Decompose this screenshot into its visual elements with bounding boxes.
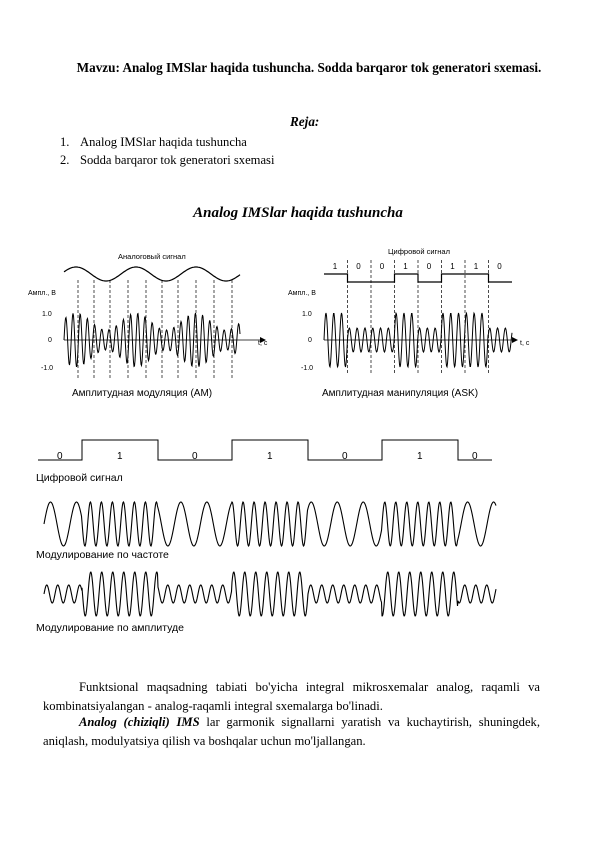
plan-item-text: Analog IMSlar haqida tushuncha (80, 135, 247, 149)
am-signal-label: Аналоговый сигнал (118, 252, 186, 261)
document-title: Mavzu: Analog IMSlar haqida tushuncha. Sodda barqaror tok generatori sxemasi. (76, 60, 542, 75)
ask-axis-arrow-icon (512, 337, 518, 343)
fm-amplitude-label: Модулирование по амплитуде (36, 622, 184, 634)
ask-signal-label: Цифровой сигнал (388, 247, 450, 256)
am-figure (28, 244, 288, 404)
ask-caption: Амплитудная манипуляция (ASK) (322, 388, 479, 399)
fm-bit-label: 0 (342, 451, 348, 462)
ask-bit-labels (333, 262, 503, 271)
plan-item (60, 151, 274, 169)
paragraph-2 (43, 713, 540, 750)
ask-bit-label: 0 (356, 262, 361, 271)
am-envelope-curve (64, 267, 240, 281)
fm-bit-label: 0 (192, 451, 198, 462)
fm-bit-label: 0 (57, 451, 63, 462)
fsk-figure (30, 434, 510, 640)
paragraph-1: Funktsional maqsadning tabiati bo'yicha integral mikrosxemalar analog, raqamli va kombinatsiyalangan - analog-raqamli integral sxemalarga bo'linadi. (43, 680, 540, 713)
plan-item-text: Sodda barqaror tok generatori sxemasi (80, 153, 275, 167)
am-tick-label: 1.0 (42, 311, 52, 318)
plan-list (60, 133, 274, 169)
am-caption: Амплитудная модуляция (AM) (72, 388, 213, 399)
paragraph-2-text: lar garmonik signallarni yaratish va kuchaytirish, shuningdek, aniqlash, modulyatsiya qilish va boshqalar uchun mo'ljallangan. (43, 715, 540, 748)
ask-tick-label: -1.0 (301, 365, 314, 372)
ask-bit-label: 1 (450, 262, 455, 271)
fm-bit-label: 1 (117, 451, 123, 462)
ask-bit-label: 0 (497, 262, 502, 271)
am-tick-label: -1.0 (41, 365, 54, 372)
plan-item (60, 133, 274, 151)
ask-tick-label: 1.0 (302, 311, 312, 318)
ask-bit-label: 1 (332, 262, 338, 271)
ask-bit-label: 1 (403, 262, 408, 271)
plan-item-number: 2. (60, 153, 70, 167)
ask-figure (286, 244, 546, 404)
plan-label: Reja: (290, 114, 320, 129)
am-tick-label: 0 (48, 337, 52, 344)
ask-y-axis-label: Ампл., В (288, 290, 316, 297)
ask-bit-label: 0 (426, 262, 432, 271)
fm-digital-label: Цифровой сигнал (36, 472, 123, 484)
fm-bit-label: 1 (267, 451, 273, 462)
fm-frequency-label: Модулирование по частоте (36, 549, 169, 561)
ask-bit-label: 1 (473, 262, 479, 271)
paragraph-2-term: Analog (chiziqli) IMS (79, 715, 200, 729)
am-y-axis-label: Ампл., В (28, 290, 56, 297)
fm-frequency-modulated-wave (44, 502, 496, 546)
ask-bit-label: 0 (379, 262, 385, 271)
fm-amplitude-modulated-wave (44, 572, 496, 616)
fm-digital-signal (38, 440, 492, 460)
ask-tick-label: 0 (308, 337, 312, 344)
am-x-axis-label: t, c (258, 340, 268, 347)
fm-bit-label: 0 (472, 451, 478, 462)
section-heading: Analog IMSlar haqida tushuncha (193, 205, 403, 221)
fm-bit-label: 1 (417, 451, 423, 462)
ask-x-axis-label: t, c (520, 340, 530, 347)
plan-item-number: 1. (60, 135, 70, 149)
fm-bit-labels (57, 451, 478, 462)
